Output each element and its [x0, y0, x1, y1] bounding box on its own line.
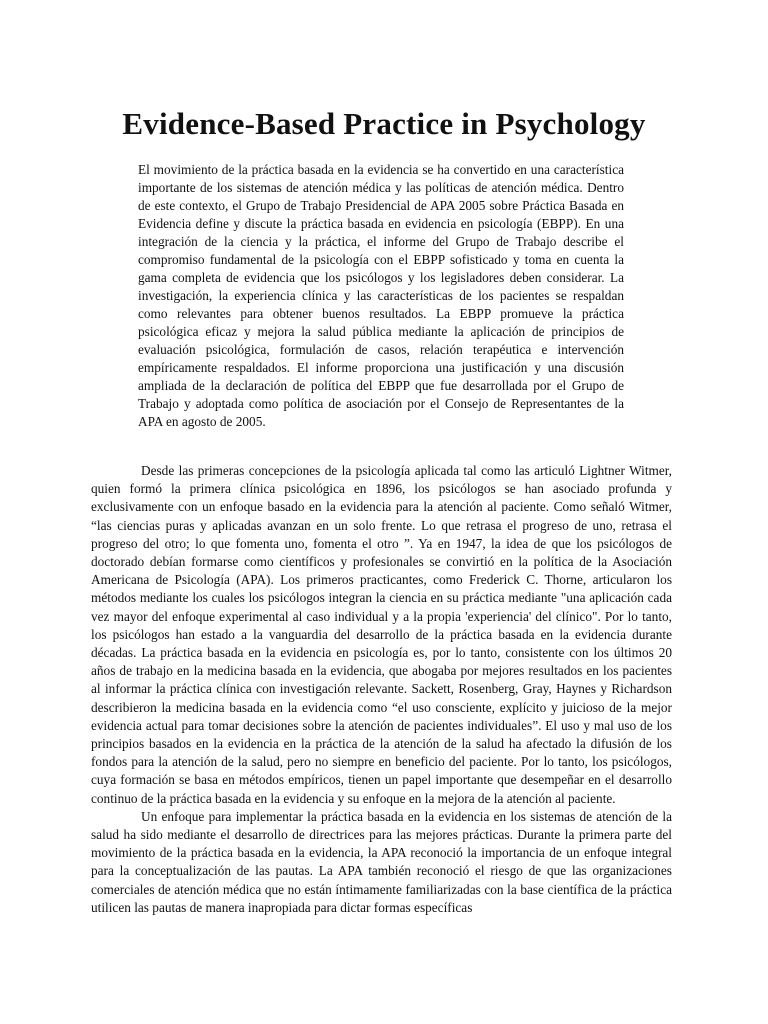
document-title: Evidence-Based Practice in Psychology: [122, 106, 646, 141]
body-text: [91, 462, 672, 917]
abstract-paragraph: El movimiento de la práctica basada en la evidencia se ha convertido en una característica importante de los sistemas de atención médica y las políticas de atención médica. Dentro de este contexto, el Grupo de Trabajo Presidencial de APA 2005 sobre Práctica Basada en Evidencia define y discute la práctica basada en evidencia en psicología (EBPP). En una integración de la ciencia y la práctica, el informe del Grupo de Trabajo describe el compromiso fundamental de la psicología con el EBPP sofisticado y toma en cuenta la gama completa de evidencia que los psicólogos y los legisladores deben considerar. La investigación, la experiencia clínica y las características de los pacientes se respaldan como relevantes para obtener buenos resultados. La EBPP promueve la práctica psicológica eficaz y mejora la salud pública mediante la aplicación de principios de evaluación psicológica, formulación de casos, relación terapéutica e intervención empíricamente respaldados. El informe proporciona una justificación y una discusión ampliada de la declaración de política del EBPP que fue desarrollada por el Grupo de Trabajo y adoptada como política de asociación por el Consejo de Representantes de la APA en agosto de 2005.: [138, 162, 624, 429]
body-paragraph: Un enfoque para implementar la práctica basada en la evidencia en los sistemas de atención de la salud ha sido mediante el desarrollo de directrices para las mejores prácticas. Durante la primera parte del movimiento de la práctica basada en la evidencia, la APA reconoció la importancia de un enfoque integral para la conceptualización de las pautas. La APA también reconoció el riesgo de que las organizaciones comerciales de atención médica que no están íntimamente familiarizadas con la base científica de la práctica utilicen las pautas de manera inapropiada para dictar formas específicas: [91, 808, 672, 915]
body-paragraph: Desde las primeras concepciones de la psicología aplicada tal como las articuló Lightner Witmer, quien formó la primera clínica psicológica en 1896, los psicólogos se han asociado profunda y exclusivamente con un enfoque basado en la evidencia para la atención al paciente. Como señaló Witmer, “las ciencias puras y aplicadas avanzan en un solo frente. Lo que retrasa el progreso de uno, retrasa el progreso del otro; lo que fomenta uno, fomenta el otro ”. Ya en 1947, la idea de que los psicólogos de doctorado debían formarse como científicos y profesionales se convirtió en la política de la Asociación Americana de Psicología (APA). Los primeros practicantes, como Frederick C. Thorne, articularon los métodos mediante los cuales los psicólogos integran la ciencia en su práctica mediante "una aplicación cada vez mayor del enfoque experimental al caso individual y a la propia 'experiencia' del clínico". Por lo tanto, los psicólogos han estado a la vanguardia del desarrollo de la práctica basada en la evidencia durante décadas. La práctica basada en la evidencia en psicología es, por lo tanto, consistente con los últimos 20 años de trabajo en la medicina basada en la evidencia, que abogaba por mejores resultados en los pacientes al informar la práctica clínica con investigación relevante. Sackett, Rosenberg, Gray, Haynes y Richardson describieron la medicina basada en la evidencia como “el uso consciente, explícito y juicioso de la mejor evidencia actual para tomar decisiones sobre la atención de pacientes individuales”. El uso y mal uso de los principios basados en la evidencia en la práctica de la atención de la salud ha afectado la difusión de los fondos para la atención de la salud, pero no siempre en beneficio del paciente. Por lo tanto, los psicólogos, cuya formación se basa en métodos empíricos, tienen un papel importante que desempeñar en el desarrollo continuo de la práctica basada en la evidencia y su enfoque en la mejora de la atención al paciente.: [91, 463, 672, 806]
